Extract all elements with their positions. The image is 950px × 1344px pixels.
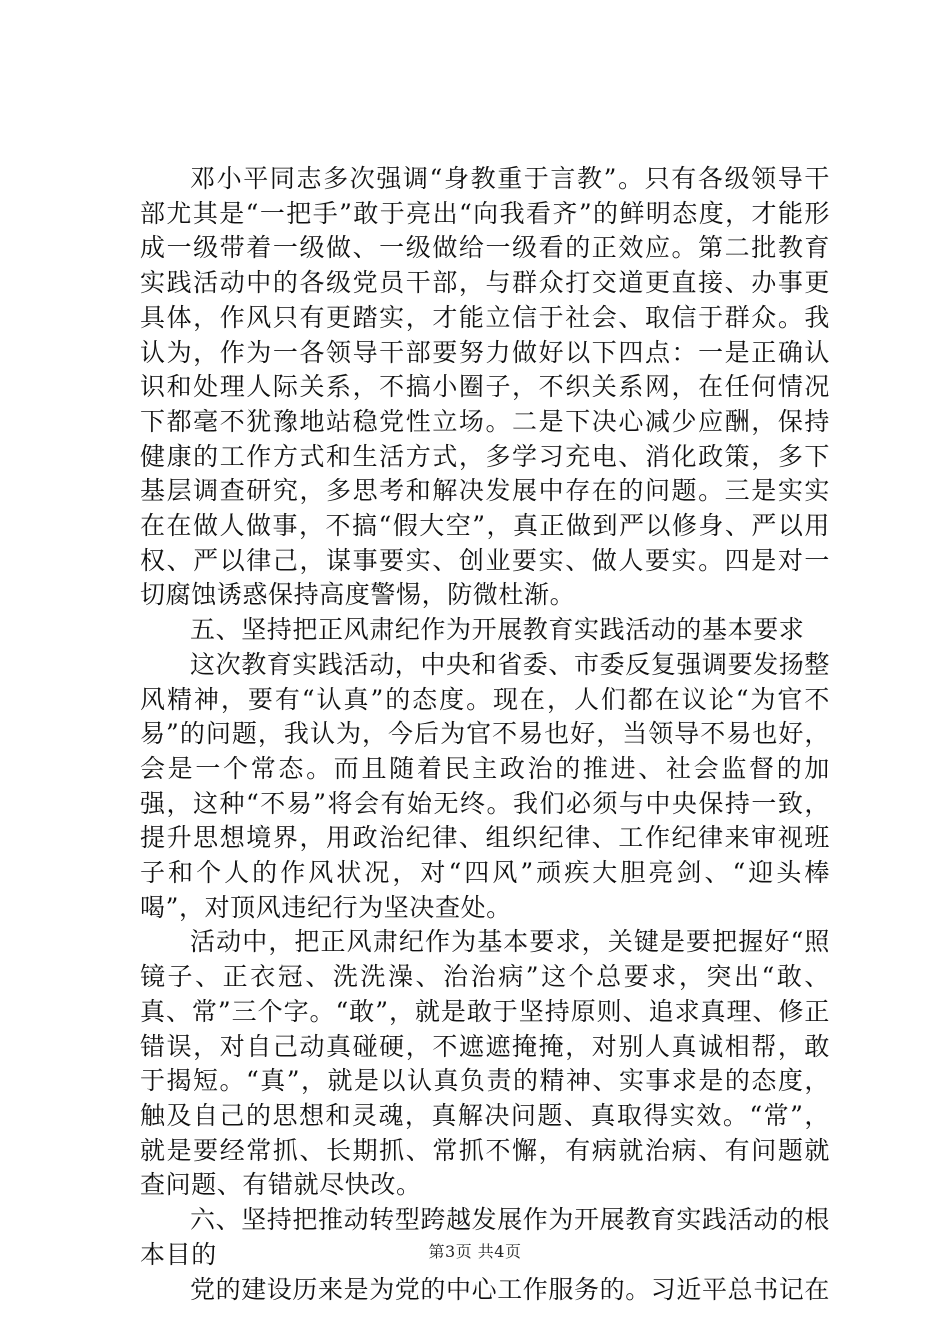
section-heading-five: 五、坚持把正风肃纪作为开展教育实践活动的基本要求 (190, 615, 805, 645)
paragraph-basic-requirements: 活动中，把正风肃纪作为基本要求，关键是要把握好“照镜子、正衣冠、洗洗澡、治治病”这个总要求，突出“敢、真、常”三个字。“敢”，就是敢于坚持原则、追求真理、修正错误，对自己动真碰硬，不遮遮掩掩，对别人真诚相帮，敢于揭短。“真”，就是以认真负责的精神、实事求是的态度，触及自己的思想和灵魂，真解决问题、真取得实效。“常”，就是要经常抓、长期抓、常抓不懈，有病就治病、有问题就查问题、有错就尽快改。 (140, 927, 830, 1200)
section-heading-six: 六、坚持把推动转型跨越发展作为开展教育实践活动的根本目的 (140, 1205, 831, 1269)
page-number-footer: 第3页 共4页 (428, 1242, 522, 1261)
paragraph-rectification-spirit: 这次教育实践活动，中央和省委、市委反复强调要发扬整风精神，要有“认真”的态度。现在，人们都在议论“为官不易”的问题，我认为，今后为官不易也好，当领导不易也好，会是一个常态。而且随着民主政治的推进、社会监督的加强，这种“不易”将会有始无终。我们必须与中央保持一致，提升思想境界，用政治纪律、组织纪律、工作纪律来审视班子和个人的作风状况，对“四风”顽疾大胆亮剑、“迎头棒喝”，对顶风违纪行为坚决查处。 (140, 649, 831, 922)
paragraph-leadership-example: 邓小平同志多次强调“身教重于言教”。只有各级领导干部尤其是“一把手”敢于亮出“向我看齐”的鲜明态度，才能形成一级带着一级做、一级做给一级看的正效应。第二批教育实践活动中的各级党员干部，与群众打交道更直接、办事更具体，作风只有更踏实，才能立信于社会、取信于群众。我认为，作为一各领导干部要努力做好以下四点：一是正确认识和处理人际关系，不搞小圈子，不织关系网，在任何情况下都毫不犹豫地站稳党性立场。二是下决心减少应酬，保持健康的工作方式和生活方式，多学习充电、消化政策，多下基层调查研究，多思考和解决发展中存在的问题。三是实实在在做人做事，不搞“假大空”，真正做到严以修身、严以用权、严以律己，谋事要实、创业要实、做人要实。四是对一切腐蚀诱惑保持高度警惕，防微杜渐。 (140, 164, 830, 610)
document-body (140, 162, 830, 1307)
paragraph-party-building: 党的建设历来是为党的中心工作服务的。习近平总书记在 (190, 1274, 831, 1304)
